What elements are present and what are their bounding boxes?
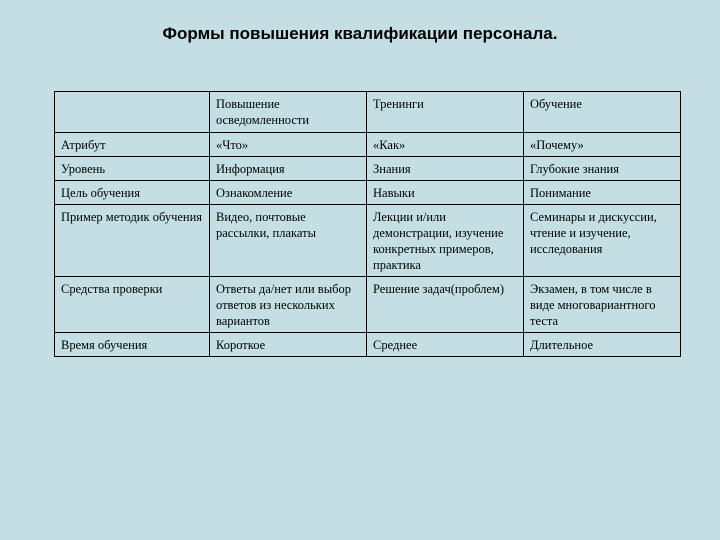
table-cell: Видео, почтовые рассылки, плакаты [210, 205, 367, 277]
table-cell: Ознакомление [210, 181, 367, 205]
table-cell: Длительное [524, 333, 681, 357]
table-cell: «Почему» [524, 133, 681, 157]
row-label-cell: Пример методик обучения [55, 205, 210, 277]
header-cell-empty [55, 92, 210, 133]
row-label-cell: Цель обучения [55, 181, 210, 205]
table-row [55, 133, 681, 157]
row-label-cell: Средства проверки [55, 277, 210, 333]
table-cell: Короткое [210, 333, 367, 357]
table-cell: Лекции и/или демонстрации, изучение конкретных примеров, практика [367, 205, 524, 277]
table-cell: Понимание [524, 181, 681, 205]
table-cell: «Как» [367, 133, 524, 157]
table-cell: Экзамен, в том числе в виде многовариантного теста [524, 277, 681, 333]
header-cell-awareness: Повышение осведомленности [210, 92, 367, 133]
table-cell: Решение задач(проблем) [367, 277, 524, 333]
table-cell: Знания [367, 157, 524, 181]
table-cell: Навыки [367, 181, 524, 205]
table-row [55, 277, 681, 333]
table-row [55, 333, 681, 357]
row-label-cell: Атрибут [55, 133, 210, 157]
table-cell: «Что» [210, 133, 367, 157]
table-row [55, 157, 681, 181]
slide-title: Формы повышения квалификации персонала. [162, 24, 558, 43]
table-cell: Глубокие знания [524, 157, 681, 181]
row-label-cell: Уровень [55, 157, 210, 181]
header-cell-trainings: Тренинги [367, 92, 524, 133]
table-cell: Среднее [367, 333, 524, 357]
header-cell-education: Обучение [524, 92, 681, 133]
table-cell: Ответы да/нет или выбор ответов из нескольких вариантов [210, 277, 367, 333]
table-row [55, 181, 681, 205]
table-cell: Информация [210, 157, 367, 181]
qualification-forms-table [54, 91, 681, 357]
table-row [55, 205, 681, 277]
table-header-row [55, 92, 681, 133]
row-label-cell: Время обучения [55, 333, 210, 357]
table-cell: Семинары и дискуссии, чтение и изучение, исследования [524, 205, 681, 277]
